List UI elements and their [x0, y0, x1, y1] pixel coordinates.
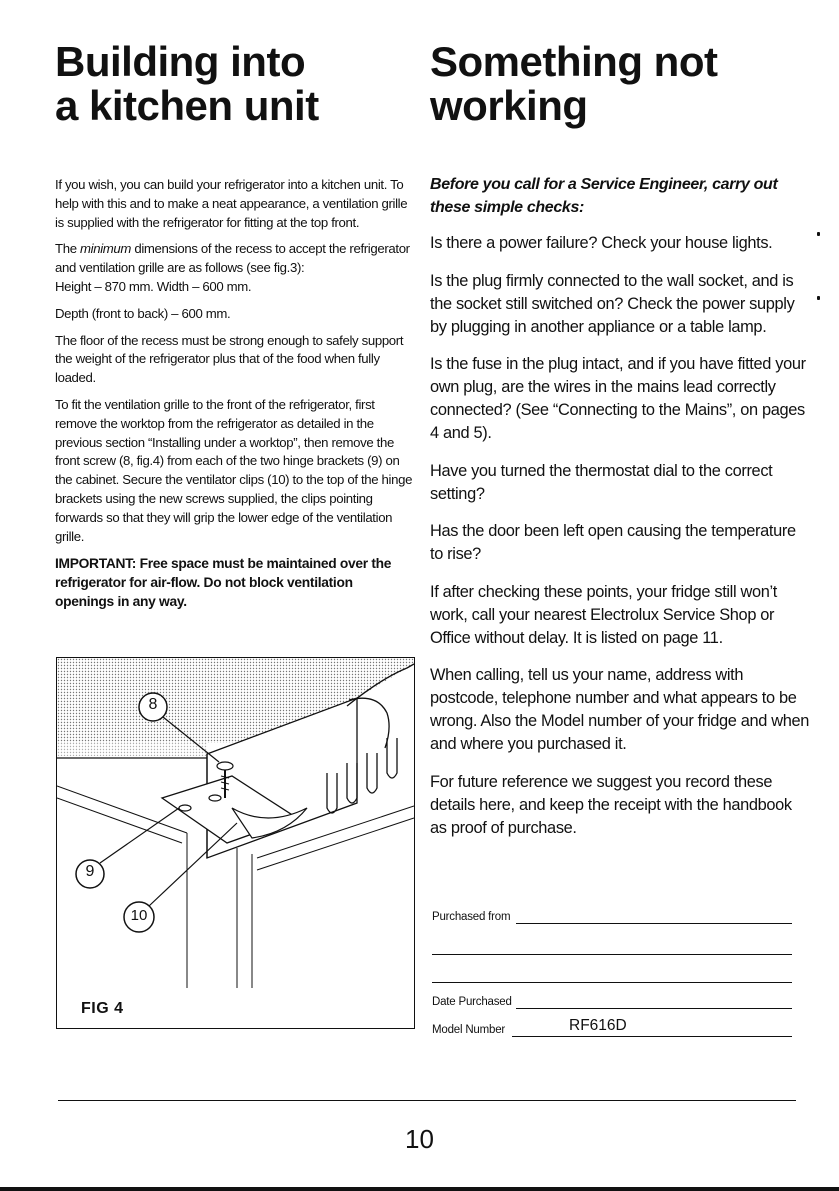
left-title-line1: Building into: [55, 38, 306, 85]
important-notice: IMPORTANT: Free space must be maintained over the refrigerator for air-flow. Do not block ventilation openings in any way.: [55, 556, 392, 610]
callout-10-label: 10: [130, 907, 148, 924]
dims-height: Height – 870 mm. Width – 600 mm.: [55, 278, 252, 294]
check-thermostat: Have you turned the thermostat dial to the correct setting?: [430, 461, 773, 503]
lead-text: Before you call for a Service Engineer, carry out these simple checks:: [430, 176, 778, 216]
fit-paragraph: To fit the ventilation grille to the front of the refrigerator, first remove the worktop from the refrigerator as detailed in the previous section “Installing under a worktop”, then remove the front screw (8, fig.4) from each of the two hinge brackets (9) on the cabinet. Secure the ventilator clips (10) to the top of the hinge brackets using the new screws supplied, the clips pointing forwards so that they will grip the lower edge of the ventilation grille.: [55, 396, 413, 544]
margin-mark: [817, 296, 820, 300]
floor-paragraph: The floor of the recess must be strong enough to safely support the weight of the refrigerator plus that of the food when fully loaded.: [55, 332, 404, 386]
model-number-row: [432, 1019, 792, 1037]
callout-9-label: 9: [85, 863, 95, 880]
blank-line-2-row: [432, 965, 792, 983]
dims-intro-rest: dimensions of the recess to accept the refrigerator and ventilation grille are as follows (see fig.3):: [55, 241, 410, 276]
service-contact: If after checking these points, your fridge still won’t work, call your nearest Electrolux Service Shop or Office without delay. It is listed on page 11.: [430, 582, 777, 647]
blank-line-1-row: [432, 937, 792, 955]
calling-info: When calling, tell us your name, address with postcode, telephone number and what appears to be wrong. Also the Model number of your fridge and when and where you purchased it.: [430, 666, 810, 753]
footer-rule: [58, 1100, 796, 1101]
record-details: For future reference we suggest you record these details here, and keep the receipt with the handbook as proof of purchase.: [430, 772, 792, 837]
callout-8-label: 8: [148, 696, 158, 713]
hinge-bracket-illustration: [57, 658, 414, 1028]
right-heading-block: [430, 40, 810, 128]
bottom-edge: [0, 1187, 839, 1191]
left-heading-block: [55, 40, 415, 128]
purchased-from-field[interactable]: [516, 923, 792, 924]
check-fuse: Is the fuse in the plug intact, and if you have fitted your own plug, are the wires in the mains lead correctly connected? (See “Connecting to the Mains”, on pages 4 and 5).: [430, 355, 806, 442]
check-plug: Is the plug firmly connected to the wall socket, and is the socket still switched on? Check the power supply by plugging in another appliance or a table lamp.: [430, 271, 795, 336]
model-number-label: Model Number: [432, 1024, 506, 1036]
date-purchased-row: [432, 991, 792, 1009]
figure-4: [56, 657, 415, 1029]
left-title: [55, 40, 415, 128]
blank-field-2[interactable]: [432, 982, 792, 983]
figure-label: FIG 4: [81, 1000, 124, 1017]
date-purchased-label: Date Purchased: [432, 996, 512, 1008]
blank-field-1[interactable]: [432, 954, 792, 955]
right-body: [430, 173, 810, 854]
model-number-value: RF616D: [569, 1017, 627, 1034]
dims-intro-text: The: [55, 241, 80, 257]
margin-mark: [817, 232, 820, 236]
page-number: 10: [405, 1124, 434, 1154]
check-power: Is there a power failure? Check your house lights.: [430, 234, 773, 252]
right-title-line1: Something not: [430, 38, 718, 85]
right-title-line2: working: [430, 82, 588, 129]
dims-emphasis: minimum: [80, 241, 132, 257]
right-title: [430, 40, 810, 128]
dimensions-paragraph: [55, 240, 415, 296]
dims-depth: Depth (front to back) – 600 mm.: [55, 305, 231, 321]
left-body: [55, 176, 415, 619]
left-title-line2: a kitchen unit: [55, 82, 319, 129]
purchased-from-label: Purchased from: [432, 911, 511, 923]
purchased-from-row: [432, 906, 792, 924]
check-door: Has the door been left open causing the temperature to rise?: [430, 522, 796, 563]
model-number-field[interactable]: [512, 1036, 792, 1037]
date-purchased-field[interactable]: [516, 1008, 792, 1009]
intro-paragraph: If you wish, you can build your refrigerator into a kitchen unit. To help with this and to make a neat appearance, a ventilation grille is supplied with the refrigerator for fitting at the top front.: [55, 177, 408, 230]
